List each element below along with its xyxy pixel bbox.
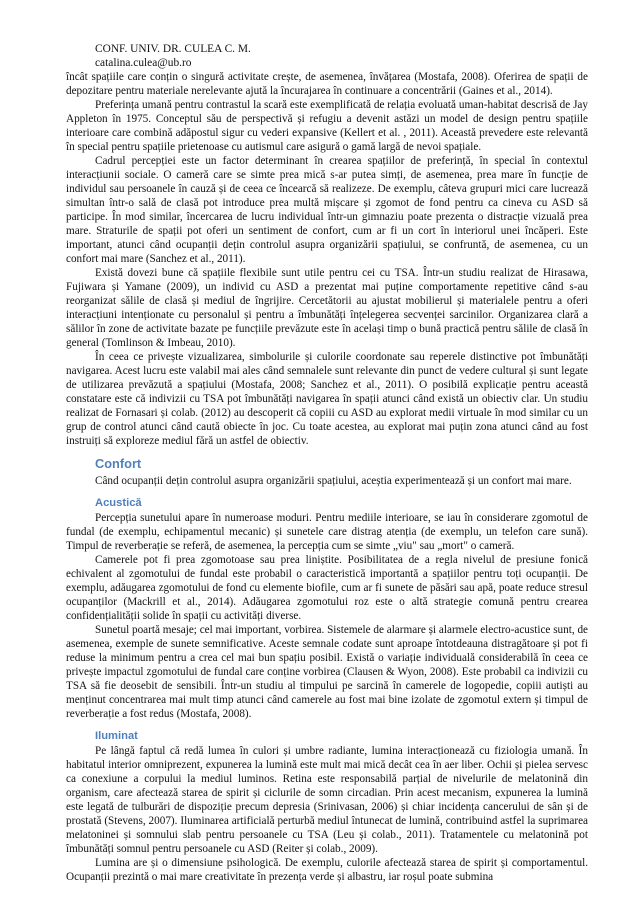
paragraph-navigation: În ceea ce privește vizualizarea, simbolurile și culorile coordonate sau reperele distinctive pot îmbunătăți navigarea. Acest lucru este valabil mai ales când semnalele sunt relevante din punct de vedere cultural și sunt legate de utilizarea prevăzută a spațiului (Mostafa, 2008; Sanchez et al., 2011). O posibilă explicație pentru această constatare este că indivizii cu TSA pot îmbunătăți navigarea în spații atunci când există un obiectiv clar. Un studiu realizat de Fornasari și colab. (2012) au descoperit că copiii cu ASD au explorat medii virtuale în mod similar cu un grup de control atunci când caută obiecte în joc. Cu toate acestea, au explorat mai puțin zona atunci când au fost instruiți să exploreze mediul fără un astfel de obiectiv. [66, 351, 588, 447]
heading-acustica: Acustică [95, 497, 142, 509]
paragraph-confort-intro: Când ocupanții dețin controlul asupra organizării spațiului, aceștia experimentează și un confort mai mare. [95, 475, 572, 487]
author-name: CONF. UNIV. DR. CULEA C. M. [95, 43, 251, 55]
paragraph-acustica-3: Sunetul poartă mesaje; cel mai important, vorbirea. Sistemele de alarmare și alarmele electro-acustice sunt, de asemenea, exemple de sunete semnificative. Aceste semnale codate sunt aproape întotdeauna distragătoare și pot fi reduse la minimum pentru a crea cel mai bun spațiu posibil. Există o variație individuală considerabilă în ceea ce privește impactul zgomotului de fundal care conține vorbirea (Clausen & Wyon, 2008). Este probabil ca indivizii cu TSA să fie deosebit de sensibili. Într-un studiu al timpului pe sarcină în camerele de logopedie, copiii autiști au menținut concentrarea mai mult timp atunci când camerele au fost mai bine izolate de zgomotul extern și timpul de reverberație a fost redus (Mostafa, 2008). [66, 624, 588, 720]
paragraph-acustica-2: Camerele pot fi prea zgomotoase sau prea liniștite. Posibilitatea de a regla nivelul de presiune fonică echivalent al zgomotului de fundal este probabil o caracteristică importantă a spațiilor pentru toți ocupanții. De exemplu, adăugarea zgomotului de fond cu elemente biofile, cum ar fi sunete de păsări sau apă, poate reduce stresul ocupanților (Mackrill et al., 2014). Adăugarea zgomotului roz este o altă strategie comună pentru crearea confidențialității solide în spații cu activități diverse. [66, 554, 588, 622]
heading-iluminat: Iluminat [95, 730, 138, 742]
paragraph-acustica-1: Percepția sunetului apare în numeroase moduri. Pentru mediile interioare, se iau în considerare zgomotul de fundal (de exemplu, echipamentul mecanic) și sunetele care distrag atenția (de exemplu, un telefon care sună). Timpul de reverberație se referă, de asemenea, la percepția cum se simte „viu" sau „mort" o cameră. [66, 512, 588, 552]
paragraph-prospect-refuge: Preferința umană pentru contrastul la scară este exemplificată de relația evoluată uman-habitat descrisă de Jay Appleton în 1975. Conceptul său de perspectivă și refugiu a devenit astăzi un model de design pentru spațiile interioare care combină adăpostul sigur cu vederi expansive (Kellert et al. , 2011). Această prevedere este relevantă în special pentru spațiile prietenoase cu autismul care asigură o gamă largă de nevoi spațiale. [66, 99, 588, 153]
document-page [66, 42, 588, 884]
author-email: catalina.culea@ub.ro [95, 57, 192, 69]
paragraph-perception-frame: Cadrul percepției este un factor determinant în crearea spațiilor de preferință, în special în contextul interacțiunii sociale. O cameră care se simte prea mică s-ar putea simți, de asemenea, prea mare în funcție de individul sau persoanele în cauză și de ceea ce încearcă să realizeze. De exemplu, câteva grupuri mici care lucrează simultan într-o sală de clasă pot introduce prea multă mișcare și zgomot de fond pentru ca cineva cu ASD să participe. În mod similar, încercarea de lucru individual într-un gimnaziu poate prezenta o distracție vizuală prea mare. Straturile de spații pot oferi un sentiment de confort, cum ar fi un cort în interiorul unei încăperi. Este important, atunci când ocupanții dețin controlul asupra organizării spațiului, se confruntă, de asemenea, cu un confort mai mare (Sanchez et al., 2011). [66, 155, 588, 265]
heading-confort: Confort [95, 456, 142, 471]
paragraph-iluminat-2: Lumina are și o dimensiune psihologică. De exemplu, culorile afectează starea de spirit și comportamentul. Ocupanții prezintă o mai mare creativitate în prezența verde și albastru, iar roșul poate submina [66, 857, 588, 883]
paragraph-iluminat-1: Pe lângă faptul că redă lumea în culori și umbre radiante, lumina interacționează cu fiziologia umană. În habitatul interior omniprezent, expunerea la lumină este mult mai mică decât cea în aer liber. Ochii și pielea servesc ca conexiune a corpului la mediul luminos. Retina este responsabilă parțial de nivelurile de melatonină din organism, care afectează starea de spirit și ciclurile de somn circadian. Prin acest mecanism, expunerea la lumină este legată de tulburări de dispoziție precum depresia (Srinivasan, 2006) și chiar incidența cancerului de sân și de prostată (Stevens, 2007). Iluminarea artificială perturbă mediul întunecat de lumină, contribuind astfel la suprimarea melatoninei și somnului slab pentru persoanele cu TSA (Leu și colab., 2011). Tratamentele cu melatonină pot îmbunătăți somnul pentru persoanele cu ASD (Reiter și colab., 2009). [66, 745, 588, 855]
paragraph-continuation: încât spațiile care conțin o singură activitate crește, de asemenea, învățarea (Mostafa, 2008). Oferirea de spații de depozitare pentru materiale nerelevante ajută la încurajarea în continuare a concentrării (Gaines et al., 2014). [66, 71, 588, 97]
paragraph-flexible-spaces: Există dovezi bune că spațiile flexibile sunt utile pentru cei cu TSA. Într-un studiu realizat de Hirasawa, Fujiwara și Yamane (2009), un individ cu ASD a prezentat mai puține comportamente repetitive când s-au reorganizat sălile de clasă și mediul de îngrijire. Cercetătorii au ajustat mobilierul și materialele pentru a oferi interacțiuni intenționate cu personalul și pentru a îmbunătăți înțelegerea secvenței sarcinilor. Organizarea clară a sălilor în zone de activitate bazate pe funcțiile prevăzute este în același timp o bună practică pentru sălile de clasă în general (Tomlinson & Imbeau, 2010). [66, 267, 588, 349]
